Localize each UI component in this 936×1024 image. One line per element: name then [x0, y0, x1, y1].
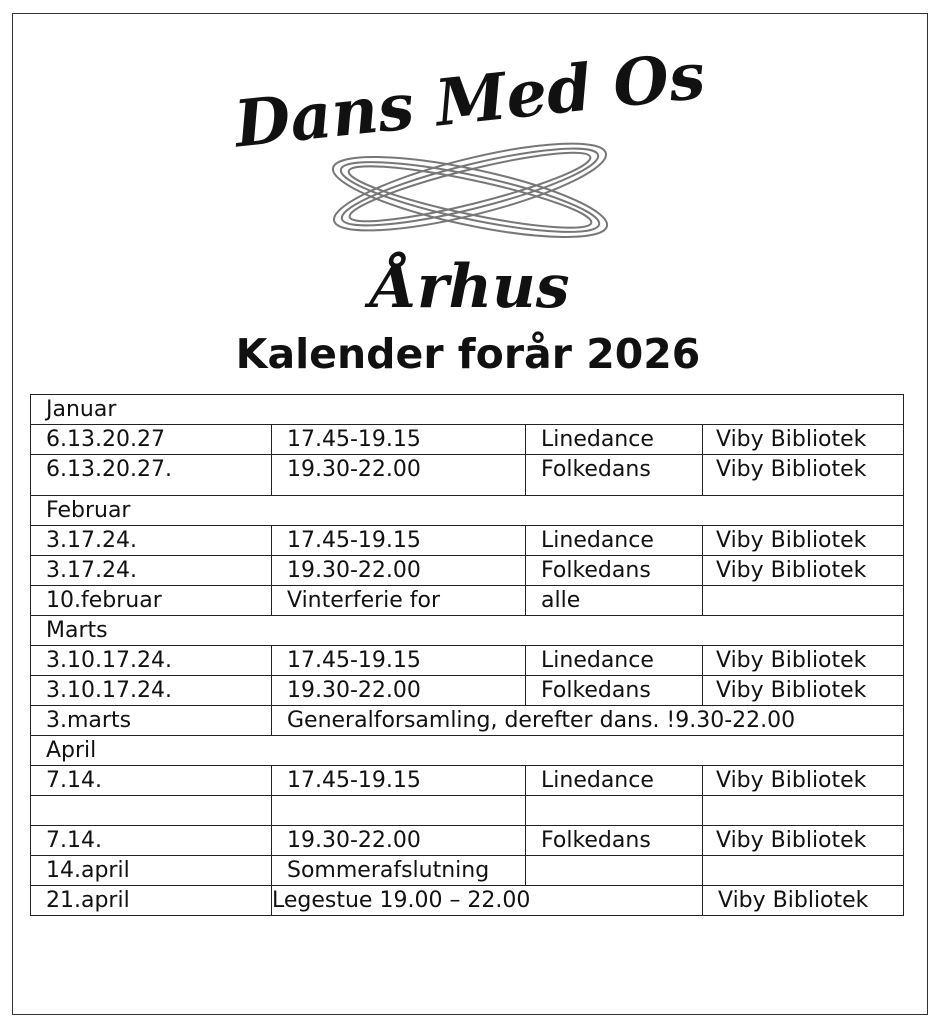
location-cell: Viby Bibliotek — [703, 526, 904, 556]
date-cell: 7.14. — [31, 766, 272, 796]
svg-text:Århus: Århus — [370, 252, 570, 322]
date-cell: 3.marts — [31, 706, 272, 736]
table-row — [31, 646, 904, 676]
activity-cell: alle — [526, 586, 703, 616]
time-cell: 17.45-19.15 — [272, 766, 526, 796]
month-row — [31, 395, 904, 425]
table-row — [31, 886, 904, 916]
location-cell: Viby Bibliotek — [703, 556, 904, 586]
activity-cell — [526, 796, 703, 826]
date-cell: 3.10.17.24. — [31, 646, 272, 676]
page-title: Kalender forår 2026 — [235, 330, 701, 378]
table-row — [31, 526, 904, 556]
month-label: Januar — [31, 395, 904, 425]
activity-cell: Linedance — [526, 646, 703, 676]
activity-cell: Folkedans — [526, 556, 703, 586]
location-cell — [703, 796, 904, 826]
date-cell: 14.april — [31, 856, 272, 886]
location-cell: Viby Bibliotek — [703, 646, 904, 676]
location-cell: Viby Bibliotek — [703, 826, 904, 856]
date-cell: 10.februar — [31, 586, 272, 616]
time-cell: 19.30-22.00 — [272, 556, 526, 586]
time-cell — [272, 796, 526, 826]
table-row — [31, 796, 904, 826]
location-cell — [703, 586, 904, 616]
activity-cell — [526, 856, 703, 886]
date-cell: 3.10.17.24. — [31, 676, 272, 706]
table-row — [31, 455, 904, 496]
month-row — [31, 616, 904, 646]
activity-cell: Folkedans — [526, 826, 703, 856]
table-row — [31, 856, 904, 886]
time-cell: 19.30-22.00 — [272, 826, 526, 856]
note-cell: Generalforsamling, derefter dans. !9.30-22.00 — [272, 706, 904, 736]
date-cell: 6.13.20.27 — [31, 425, 272, 455]
event-cell: Legestue 19.00 – 22.00 — [272, 886, 703, 916]
time-cell: 19.30-22.00 — [272, 676, 526, 706]
activity-cell: Folkedans — [526, 676, 703, 706]
month-row — [31, 736, 904, 766]
table-row — [31, 826, 904, 856]
location-cell: Viby Bibliotek — [703, 676, 904, 706]
month-row — [31, 496, 904, 526]
date-cell: 21.april — [31, 886, 272, 916]
location-cell: Viby Bibliotek — [703, 886, 904, 916]
time-cell: 17.45-19.15 — [272, 425, 526, 455]
date-cell: 3.17.24. — [31, 556, 272, 586]
svg-text:Dans Med Os: Dans Med Os — [231, 38, 709, 163]
table-row — [31, 706, 904, 736]
table-row — [31, 586, 904, 616]
location-cell: Viby Bibliotek — [703, 766, 904, 796]
location-cell: Viby Bibliotek — [703, 425, 904, 455]
time-cell: Vinterferie for — [272, 586, 526, 616]
time-cell: 17.45-19.15 — [272, 526, 526, 556]
location-cell: Viby Bibliotek — [703, 455, 904, 496]
time-cell: 17.45-19.15 — [272, 646, 526, 676]
table-row — [31, 676, 904, 706]
month-label: Marts — [31, 616, 904, 646]
calendar-table — [30, 394, 904, 916]
month-label: Februar — [31, 496, 904, 526]
table-row — [31, 425, 904, 455]
table-row — [31, 766, 904, 796]
activity-cell: Folkedans — [526, 455, 703, 496]
month-label: April — [31, 736, 904, 766]
date-cell: 7.14. — [31, 826, 272, 856]
date-cell: 3.17.24. — [31, 526, 272, 556]
location-cell — [703, 856, 904, 886]
date-cell: 6.13.20.27. — [31, 455, 272, 496]
activity-cell: Linedance — [526, 425, 703, 455]
dans-med-os-logo — [230, 22, 710, 322]
table-row — [31, 556, 904, 586]
time-cell: Sommerafslutning — [272, 856, 526, 886]
activity-cell: Linedance — [526, 526, 703, 556]
date-cell — [31, 796, 272, 826]
activity-cell: Linedance — [526, 766, 703, 796]
time-cell: 19.30-22.00 — [272, 455, 526, 496]
